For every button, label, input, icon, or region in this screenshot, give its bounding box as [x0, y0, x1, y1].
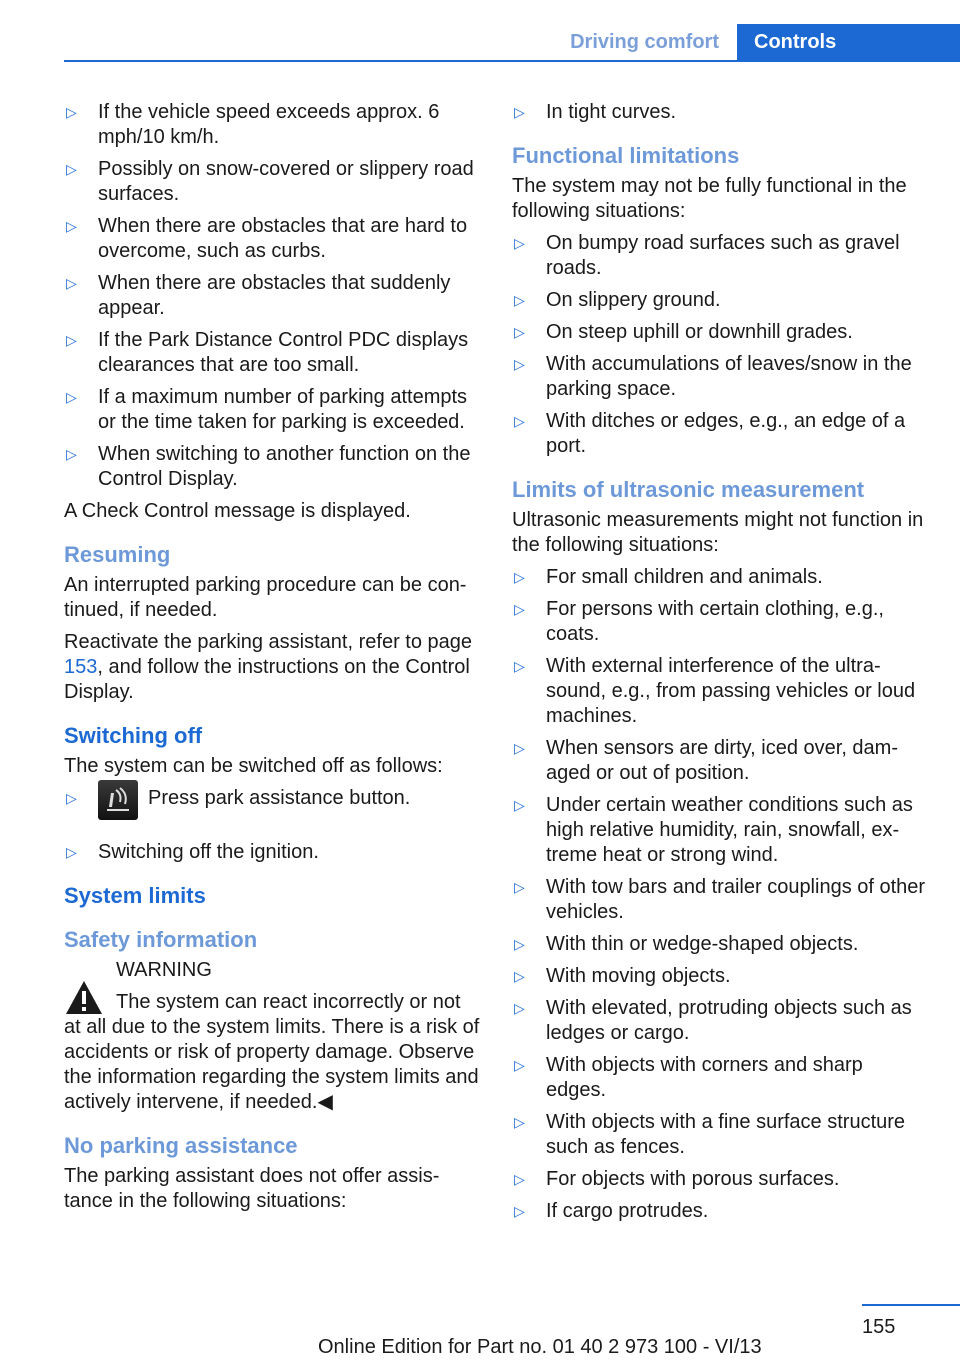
safety-information-heading: Safety information	[64, 927, 258, 952]
no-parking-paragraph: The parking assistant does not offer assis‐tance in the following situations:	[64, 1165, 440, 1212]
no-parking-assistance-heading: No parking assistance	[64, 1133, 298, 1158]
functional-limitations-list	[512, 231, 928, 459]
warning-triangle-icon	[64, 978, 104, 1018]
triangle-bullet-icon: ▷	[514, 1057, 525, 1073]
triangle-bullet-icon: ▷	[514, 936, 525, 952]
list-item: ▷ On steep uphill or downhill grades.	[514, 321, 853, 343]
triangle-bullet-icon: ▷	[514, 104, 525, 120]
list-item: ▷ On bumpy road surfaces such as gravel roads.	[514, 232, 900, 279]
triangle-bullet-icon: ▷	[514, 1114, 525, 1130]
ultrasonic-list	[512, 565, 928, 1224]
triangle-bullet-icon: ▷	[514, 601, 525, 617]
list-item: ▷ With moving objects.	[514, 965, 731, 987]
list-item: ▷ In tight curves.	[514, 101, 677, 123]
press-button-text: Press park assistance button.	[148, 787, 411, 809]
triangle-bullet-icon: ▷	[514, 740, 525, 756]
triangle-bullet-icon: ▷	[514, 658, 525, 674]
triangle-bullet-icon: ▷	[66, 161, 77, 177]
resuming-paragraph: An interrupted parking procedure can be con‐tinued, if needed.	[64, 574, 467, 621]
triangle-bullet-icon: ▷	[66, 218, 77, 234]
triangle-bullet-icon: ▷	[514, 569, 525, 585]
park-assistance-button-icon	[98, 780, 138, 820]
check-control-text: A Check Control message is displayed.	[64, 500, 411, 522]
list-item: ▷ When sensors are dirty, iced over, dam‐aged or out of position.	[514, 737, 898, 784]
list-item: ▷ Under certain weather conditions such as high relative humidity, rain, snowfall, ex‐treme heat or strong wind.	[514, 794, 913, 866]
page-number: 155	[862, 1316, 896, 1338]
list-item: ▷ With external interference of the ultra‐sound, e.g., from passing vehicles or loud machines.	[514, 655, 916, 727]
left-column	[64, 100, 480, 1221]
ultrasonic-paragraph: Ultrasonic measurements might not function in the following situations:	[512, 509, 924, 556]
list-item: ▷ With accumulations of leaves/snow in the parking space.	[514, 353, 912, 400]
warning-label: WARNING	[116, 959, 212, 981]
functional-limitations-paragraph: The system may not be fully functional in the following situations:	[512, 175, 907, 222]
triangle-bullet-icon: ▷	[514, 356, 525, 372]
ultrasonic-limits-heading: Limits of ultrasonic measurement	[512, 477, 865, 502]
list-item: ▷ Possibly on snow-covered or slippery road surfaces.	[66, 158, 474, 205]
triangle-bullet-icon: ▷	[514, 797, 525, 813]
warning-block	[64, 958, 480, 1115]
resuming-heading: Resuming	[64, 542, 171, 567]
header-rule	[64, 60, 960, 62]
edition-text: Online Edition for Part no. 01 40 2 973 100 - VI/13	[318, 1336, 762, 1358]
tight-curves-list	[512, 100, 928, 125]
triangle-bullet-icon: ▷	[514, 1203, 525, 1219]
list-item: ▷ When there are obstacles that suddenly appear.	[66, 272, 451, 319]
list-item: ▷ With elevated, protruding objects such as ledges or cargo.	[514, 997, 912, 1044]
triangle-bullet-icon: ▷	[66, 389, 77, 405]
warning-text-line: The system can react incorrectly or not	[116, 991, 461, 1013]
header-tab	[737, 24, 960, 62]
switching-off-paragraph: The system can be switched off as follows:	[64, 755, 443, 777]
list-item: ▷ If the Park Distance Control PDC displays clearances that are too small.	[66, 329, 469, 376]
list-item: ▷ With thin or wedge-shaped objects.	[514, 933, 859, 955]
triangle-bullet-icon: ▷	[514, 968, 525, 984]
functional-limitations-heading: Functional limitations	[512, 143, 740, 168]
list-item: ▷ On slippery ground.	[514, 289, 721, 311]
header-section-title: Driving comfort	[570, 31, 719, 53]
stop-conditions-list	[64, 100, 480, 492]
list-item: ▷ When switching to another function on the Control Display.	[66, 443, 471, 490]
list-item: ▷ For persons with certain clothing, e.g., coats.	[514, 598, 884, 645]
switching-off-heading: Switching off	[64, 723, 203, 748]
triangle-bullet-icon: ▷	[514, 235, 525, 251]
triangle-bullet-icon: ▷	[514, 1000, 525, 1016]
list-item: ▷ If a maximum number of parking attempts or the time taken for parking is exceeded.	[66, 386, 468, 433]
triangle-bullet-icon: ▷	[66, 104, 77, 120]
triangle-bullet-icon: ▷	[514, 1171, 525, 1187]
triangle-bullet-icon: ▷	[66, 790, 77, 806]
resuming-reactivate-paragraph: Reactivate the parking assistant, refer to page 153, and follow the instructions on the Control Display.	[64, 631, 473, 703]
system-limits-heading: System limits	[64, 883, 206, 908]
list-item: ▷ When there are obstacles that are hard to overcome, such as curbs.	[66, 215, 468, 262]
page-link[interactable]: 153	[64, 656, 98, 678]
list-item: ▷ If cargo protrudes.	[514, 1200, 709, 1222]
triangle-bullet-icon: ▷	[66, 446, 77, 462]
list-item: ▷ Switching off the ignition.	[66, 841, 319, 863]
footer-rule	[862, 1304, 960, 1306]
switch-off-list	[64, 840, 480, 865]
list-item: ▷ With objects with a fine surface structure such as fences.	[514, 1111, 906, 1158]
triangle-bullet-icon: ▷	[514, 879, 525, 895]
list-item: ▷ For objects with porous surfaces.	[514, 1168, 840, 1190]
right-column	[512, 100, 928, 1231]
triangle-bullet-icon: ▷	[66, 844, 77, 860]
list-item: ▷ With tow bars and trailer couplings of other vehicles.	[514, 876, 926, 923]
list-item: ▷ With ditches or edges, e.g., an edge of a port.	[514, 410, 906, 457]
list-item: ▷ For small children and animals.	[514, 566, 823, 588]
switch-off-button-item	[64, 786, 480, 828]
header-tab-label: Controls	[754, 31, 837, 53]
triangle-bullet-icon: ▷	[66, 275, 77, 291]
warning-text: at all due to the system limits. There is a risk of accidents or risk of property damage. Observe the information regarding the system limits and actively intervene, if needed.◀	[64, 1016, 480, 1113]
triangle-bullet-icon: ▷	[514, 413, 525, 429]
triangle-bullet-icon: ▷	[514, 324, 525, 340]
list-item: ▷ If the vehicle speed exceeds approx. 6 mph/10 km/h.	[66, 101, 440, 148]
triangle-bullet-icon: ▷	[514, 292, 525, 308]
list-item: ▷ With objects with corners and sharp edges.	[514, 1054, 863, 1101]
triangle-bullet-icon: ▷	[66, 332, 77, 348]
